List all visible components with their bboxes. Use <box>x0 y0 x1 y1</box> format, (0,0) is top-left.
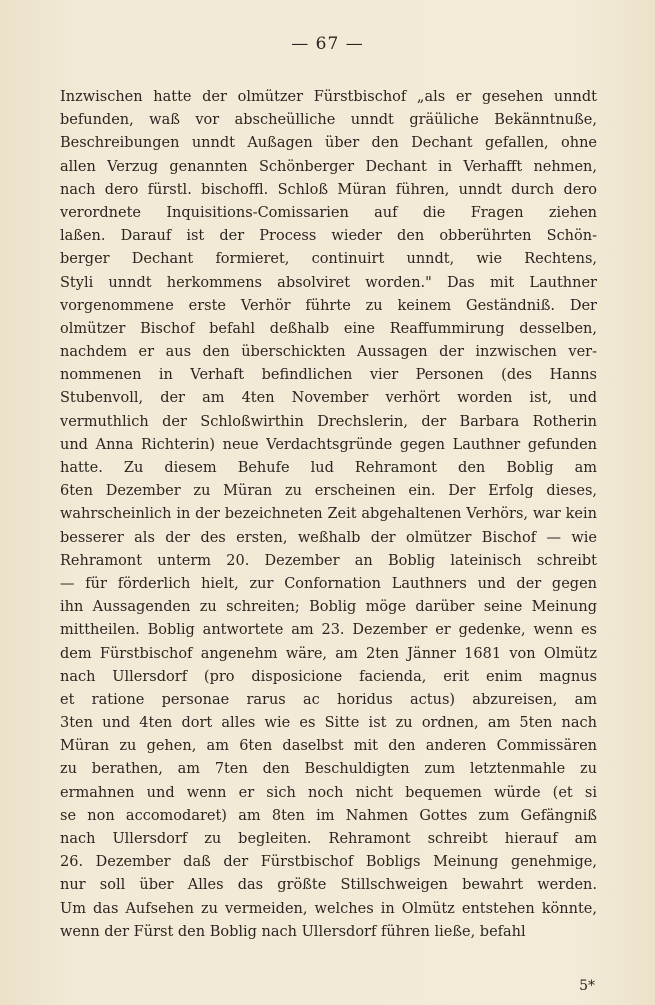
text-line: 6ten Dezember zu Müran zu erscheinen ein. Der Erfolg dieses, <box>60 483 597 500</box>
text-line: nommenen in Verhaft befindlichen vier Personen (des Hanns <box>60 367 597 384</box>
text-line: vorgenommene erste Verhör führte zu keinem Geständniß. Der <box>60 297 597 314</box>
text-line: Stubenvoll, der am 4ten November verhört worden ist, und <box>60 390 597 407</box>
body-text <box>60 86 597 944</box>
text-line: 26. Dezember daß der Fürstbischof Bobligs Meinung genehmige, <box>60 854 597 871</box>
text-line: Inzwischen hatte der olmützer Fürstbischof „als er gesehen unndt <box>60 89 597 105</box>
text-line: nur soll über Alles das größte Stillschweigen bewahrt werden. <box>60 877 597 894</box>
text-line: ermahnen und wenn er sich noch nicht bequemen würde (et si <box>60 784 597 801</box>
text-line: ihn Aussagenden zu schreiten; Boblig möge darüber seine Meinung <box>60 599 597 616</box>
signature-mark: 5* <box>579 978 595 994</box>
text-line: berger Dechant formieret, continuirt unndt, wie Rechtens, <box>60 251 597 268</box>
text-line: hatte. Zu diesem Behufe lud Rehramont den Boblig am <box>60 460 597 476</box>
text-line: Um das Aufsehen zu vermeiden, welches in Olmütz entstehen könnte, <box>60 900 597 917</box>
text-line: verordnete Inquisitions-Comissarien auf die Fragen ziehen <box>60 204 597 221</box>
text-line: — für förderlich hielt, zur Confornation Lauthners und der gegen <box>60 575 597 592</box>
text-line: nachdem er aus den überschickten Aussagen der inzwischen ver- <box>60 344 597 361</box>
text-line: laßen. Darauf ist der Process wieder den obberührten Schön- <box>60 228 597 245</box>
page-number: — 67 — <box>291 34 364 54</box>
text-line: olmützer Bischof befahl deßhalb eine Reaffummirung desselben, <box>60 320 597 337</box>
text-line: et ratione personae rarus ac horidus actus) abzureisen, am <box>60 691 597 708</box>
text-line: vermuthlich der Schloßwirthin Drechslerin, der Barbara Rotherin <box>60 413 597 430</box>
text-line: befunden, waß vor abscheülliche unndt gräüliche Bekänntnuße, <box>60 112 597 129</box>
text-line: 3ten und 4ten dort alles wie es Sitte ist zu ordnen, am 5ten nach <box>60 715 597 732</box>
text-line: zu berathen, am 7ten den Beschuldigten zum letztenmahle zu <box>60 761 597 778</box>
text-line: Müran zu gehen, am 6ten daselbst mit den anderen Commissären <box>60 738 597 755</box>
text-line: und Anna Richterin) neue Verdachtsgründe gegen Lauthner gefunden <box>60 436 597 453</box>
text-line: allen Verzug genannten Schönberger Dechant in Verhafft nehmen, <box>60 158 597 175</box>
text-line: Styli unndt herkommens absolviret worden." Das mit Lauthner <box>60 274 597 291</box>
text-line: Beschreibungen unndt Außagen über den Dechant gefallen, ohne <box>60 135 597 152</box>
text-line: nach Ullersdorf zu begleiten. Rehramont schreibt hierauf am <box>60 831 597 847</box>
text-line: nach dero fürstl. bischoffl. Schloß Müran führen, unndt durch dero <box>60 181 597 198</box>
text-line: Rehramont unterm 20. Dezember an Boblig lateinisch schreibt <box>60 552 597 569</box>
text-line: dem Fürstbischof angenehm wäre, am 2ten Jänner 1681 von Olmütz <box>60 645 597 662</box>
text-line: se non accomodaret) am 8ten im Nahmen Gottes zum Gefängniß <box>60 807 597 824</box>
text-line: nach Ullersdorf (pro disposicione facienda, erit enim magnus <box>60 668 597 685</box>
text-line: wahrscheinlich in der bezeichneten Zeit abgehaltenen Verhörs, war kein <box>60 506 597 523</box>
text-line: mittheilen. Boblig antwortete am 23. Dezember er gedenke, wenn es <box>60 622 597 639</box>
text-line: wenn der Fürst den Boblig nach Ullersdorf führen ließe, befahl <box>60 923 526 940</box>
text-line: besserer als der des ersten, weßhalb der olmützer Bischof — wie <box>60 529 597 546</box>
